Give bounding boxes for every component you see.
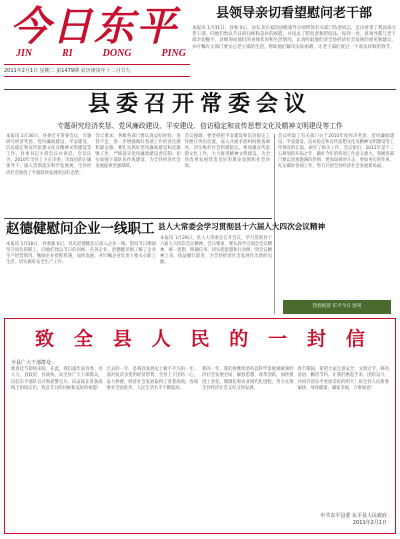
main-subheadline: 专题研究经济奖惩、党风廉政建设、平安建设、信访稳定和宣传思想文化及精神文明建设等工作: [57, 122, 343, 130]
letter-headline: [35, 327, 365, 351]
main-article-col-1: 本报讯 1月30日，县委召开常委会议，专题研究经济奖惩、党风廉政建设、平安建设、信访稳定和宣传思想文化及精神文明建设等工作。县委书记主持会议并讲话。会议认为，2010年全县上下在市委、市政府的正确领导下，深入贯彻落实科学发展观，全县经济社会保持了平稳较快发展的良好态势。: [6, 134, 92, 176]
top-right-article: [192, 4, 396, 90]
pinyin-4: PING: [161, 48, 186, 59]
masthead-pinyin: [16, 48, 186, 59]
letter-col-1: 新春佳节即将来临，在此，我们谨代表县委、县人大、县政府、县政协，向全县广大干部群众，向驻东平部队官兵和武警官兵，向奋战在各条战线上的同志们，致以节日的问候和美好的祝愿！: [11, 367, 103, 391]
letter-headline-char: 民: [190, 328, 210, 350]
letter-headline-char: 的: [229, 328, 249, 350]
second-right-body: 本报讯 1月29日，县人大常委会召开会议，学习贯彻县十六届人大四次会议精神。会议要求，要认真学习领会会议精神，统一思想，明确任务，切实把思想和行动统一到会议精神上来，依法履行职责，为全县经济社会发展作出新的贡献。: [160, 236, 272, 266]
top-right-headline: 县领导亲切看望慰问老干部: [215, 6, 372, 21]
letter-col-4: 春节期间，希望大家注意安全，文明过节，移风易俗，勤俭节约。让我们携起手来，团结奋斗，共同开创东平更加美好的明天！祝全县人民新春愉快、身体健康、阖家幸福、万事如意！: [297, 367, 389, 391]
letter-col-2: 过去的一年，是我县发展史上极不平凡的一年。面对复杂多变的经济形势，全县上下团结一心，奋力拼搏，经济社会发展取得了显著成绩，各项事业全面进步，人民生活水平不断提高。: [106, 367, 198, 391]
masthead: [4, 4, 190, 84]
letter-headline-char: 致: [35, 328, 55, 350]
dateline: 2011年2月1日 星期二 第1479期 农历庚寅年十二月廿九: [4, 64, 190, 77]
letter-salutation: 全县广大干部群众：: [11, 360, 57, 366]
letter-columns: [11, 367, 389, 527]
second-right-headline: 县人大常委会学习贯彻县十六届人大四次会议精神: [158, 222, 326, 231]
top-right-body: 本报讯 1月31日，县委书记、县长及在家的县级领导分别带领有关部门负责同志，走访看望了我县部分老干部，向他们致以节日的问候和美好的祝愿，并送去了慰问金和慰问品。每到一处，县领导都与老干部亲切握手，详细询问他们的身体状况和生活情况，认真听取他们对全县经济社会发展的意见和建议，并叮嘱有关部门要关心老干部的生活，帮助他们解决实际困难，让老干部们度过一个欢乐祥和的春节。: [192, 26, 396, 50]
divider: [4, 89, 396, 90]
letter-headline-char: 县: [112, 328, 132, 350]
main-article-side-column: 会议听取了有关部门关于2010年度经济奖惩、党风廉政建设、平安建设、信访稳定和宣传思想文化及精神文明建设等工作情况的汇报，研究了相关工作。会议指出，2011年是十二五规划的开局之年，做好今年的各项工作意义重大。各级各部门要以更加饱满的热情、更加昂扬的斗志、更加务实的作风，扎实做好各项工作，努力开创全县经济社会发展新局面。: [274, 134, 394, 314]
advertisement-banner: 热烈祝贺 东平今日 创刊: [283, 300, 391, 314]
letter-sign-org: 中共东平县委 东平县人民政府: [320, 513, 387, 519]
open-letter-box: [4, 318, 396, 534]
main-headline: 县委召开常委会议: [87, 92, 312, 117]
letter-sign-date: 2011年2月1日: [352, 520, 387, 526]
second-left-headline: 赵德健慰问企业一线职工: [6, 221, 155, 237]
pinyin-3: DONG: [102, 48, 132, 59]
letter-headline-char: 一: [268, 328, 288, 350]
letter-signature: [320, 513, 387, 527]
letter-headline-char: 信: [345, 328, 365, 350]
main-article-col-3: 会议强调，要坚持把平安建设和信访稳定工作摆在突出位置，深入开展矛盾纠纷排查调处，切实维护社会和谐稳定。要加强宣传思想文化工作，大力推进精神文明建设，为全县改革发展营造良好的舆论氛围和社会环境。: [184, 134, 270, 170]
main-article-columns: [6, 134, 270, 218]
letter-headline-char: 封: [307, 328, 327, 350]
letter-headline-char: 全: [73, 328, 93, 350]
masthead-logo: 今日东平: [10, 3, 178, 50]
letter-headline-char: 人: [151, 328, 171, 350]
second-left-body: 本报讯 1月28日，县委副书记、县长赵德健先后深入企业一线，慰问节日期间坚守岗位的职工，向他们致以节日的问候。在各企业，赵德健详细了解了企业生产经营情况，勉励企业抢抓机遇，加快发展，并叮嘱企业负责人要关心职工生活，切实做好安全生产工作。: [6, 242, 156, 266]
pinyin-2: RI: [62, 48, 73, 59]
pinyin-1: JIN: [16, 48, 33, 59]
divider: [4, 218, 272, 219]
letter-col-3: 新的一年，我们将继续坚持以科学发展观统领经济社会发展全局，解放思想，改革创新，加快推进工业化、城镇化和农业现代化进程，努力实现全县经济社会又好又快发展。: [202, 367, 294, 391]
main-article-col-2: 会议要求，各级各部门要认真总结经验，查找不足，进一步增强做好各项工作的责任感和紧迫感。要扎实抓好党风廉政建设和反腐败工作，严格落实党风廉政建设责任制，切实加强干部队伍作风建设，为全县经济社会发展提供坚强保障。: [95, 134, 181, 170]
